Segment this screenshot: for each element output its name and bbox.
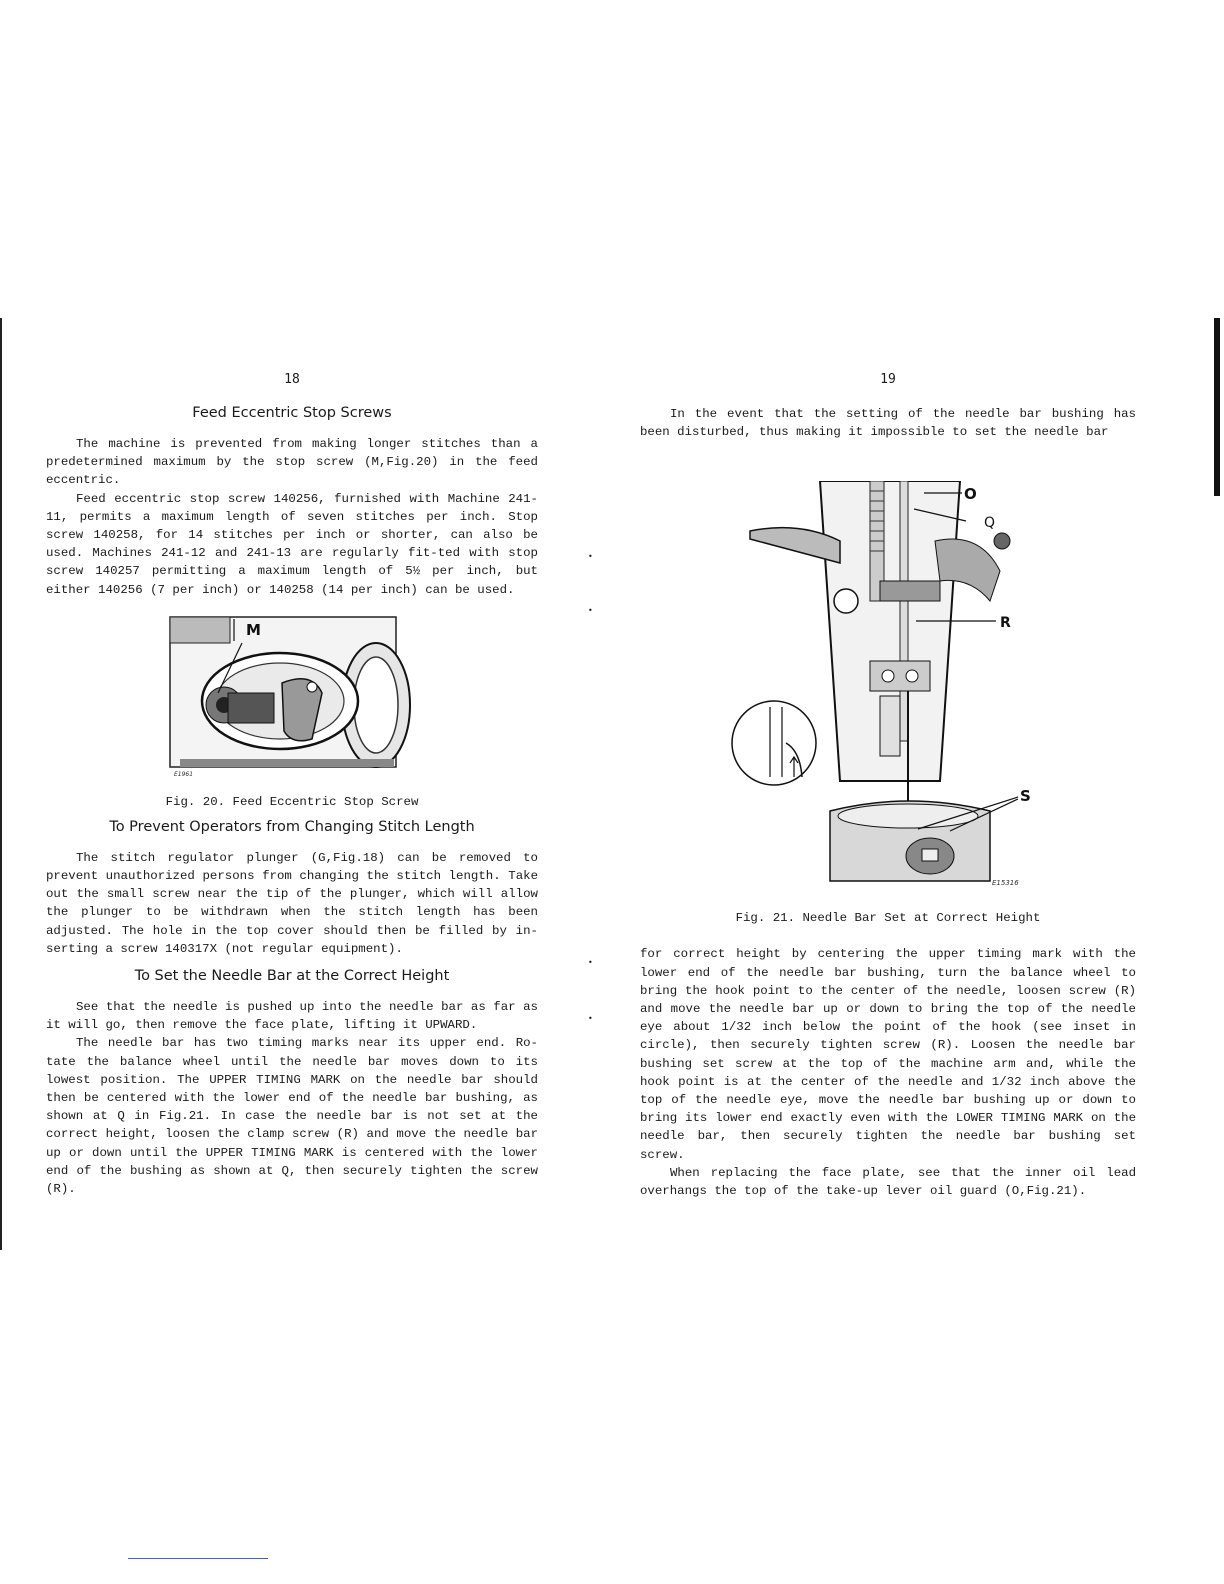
paragraph-replacing-face-plate: When replacing the face plate, see that the inner oil lead overhangs the top of the take-up lever oil guard (O,Fig.21). <box>640 1165 1136 1199</box>
paragraph-stitch-regulator-plunger: The stitch regulator plunger (G,Fig.18) can be removed to prevent unauthorized persons from changing the stitch length. Take out the small screw near the tip of the plunger, which will allow the plunger to be withdrawn when the stitch length has been adjusted. The hole in the top cover should then be filled by in-serting a screw 140317X (not regular equipment). <box>46 850 538 956</box>
figure-20-code: E1961 <box>174 770 194 778</box>
viewer-link-underline <box>128 1558 268 1559</box>
scan-edge-right <box>1214 318 1220 496</box>
scan-edge-left <box>0 318 2 1250</box>
page-left <box>46 372 538 1198</box>
needle-bar-illustration <box>730 481 1040 891</box>
paragraph-bushing-disturbed: In the event that the setting of the needle bar bushing has been disturbed, thus making it impossible to set the needle bar <box>640 407 1136 440</box>
figure-21-label-r: R <box>1000 615 1011 632</box>
paragraph-needle-pushed-up: See that the needle is pushed up into the needle bar as far as it will go, then remove the face plate, lifting it UPWARD. <box>46 1000 538 1033</box>
gutter-bullet: • <box>588 1014 593 1023</box>
figure-21-label-q: Q <box>984 515 996 532</box>
feed-eccentric-illustration <box>162 613 422 781</box>
heading-feed-eccentric-stop-screws: Feed Eccentric Stop Screws <box>192 405 392 421</box>
paragraph-correct-height-continued: for correct height by centering the upper timing mark with the lower end of the needle bar bushing, turn the balance wheel to bring the hook point to the center of the needle, loosen screw (R) and move the needle bar up or down to bring the top of the needle eye about 1/32 inch below the point of the hook (see inset in circle), then securely tighten screw (R). Loosen the needle bar bushing set screw at the top of the machine arm and, while the hook point is at the center of the needle and 1/32 inch above the top of the needle eye, move the needle bar bushing up or down to bring its lower end exactly even with the LOWER TIMING MARK on the needle bar, then securely tighten the needle bar bushing set screw. <box>640 947 1136 1162</box>
figure-21-code: E15316 <box>992 879 1019 888</box>
page-number-right: 19 <box>880 372 896 387</box>
heading-prevent-changing-stitch-length: To Prevent Operators from Changing Stitch Length <box>109 818 475 835</box>
gutter-bullet: • <box>588 958 593 967</box>
gutter-bullet: • <box>588 606 593 615</box>
figure-20-label-m: M <box>246 620 261 639</box>
figure-21-label-s: S <box>1020 787 1031 806</box>
paragraph-stop-screw-models: Feed eccentric stop screw 140256, furnished with Machine 241-11, permits a maximum length of seven stitches per inch. Stop screw 140258, for 14 stitches per inch or shorter, can also be used. Machines 241-12 and 241-13 are regularly fit-ted with stop screw 140257 permitting a maximum length of 5½ per inch, but either 140256 (7 per inch) or 140258 (14 per inch) can be used. <box>46 491 538 597</box>
figure-21-caption: Fig. 21. Needle Bar Set at Correct Height <box>735 911 1041 926</box>
paragraph-stop-screw-intro: The machine is prevented from making longer stitches than a predetermined maximum by the stop screw (M,Fig.20) in the feed eccentric. <box>46 437 538 488</box>
figure-21-needle-bar <box>730 481 1040 891</box>
figure-20-caption: Fig. 20. Feed Eccentric Stop Screw <box>165 794 419 809</box>
paragraph-timing-marks: The needle bar has two timing marks near its upper end. Ro-tate the balance wheel until the needle bar moves down to its lowest position. The UPPER TIMING MARK on the needle bar should then be centered with the lower end of the needle bar bushing, as shown at Q in Fig.21. In case the needle bar is not set at the correct height, loosen the clamp screw (R) and move the needle bar up or down until the UPPER TIMING MARK is centered with the lower end of the bushing as shown at Q, then securely tighten the screw (R). <box>46 1036 538 1197</box>
page-number-left: 18 <box>284 372 300 387</box>
figure-21-label-o: O <box>964 485 977 504</box>
gutter-bullet: • <box>588 552 593 561</box>
figure-20-feed-eccentric <box>162 613 422 781</box>
heading-needle-bar-correct-height: To Set the Needle Bar at the Correct Height <box>134 968 450 985</box>
page-right <box>640 372 1136 1200</box>
